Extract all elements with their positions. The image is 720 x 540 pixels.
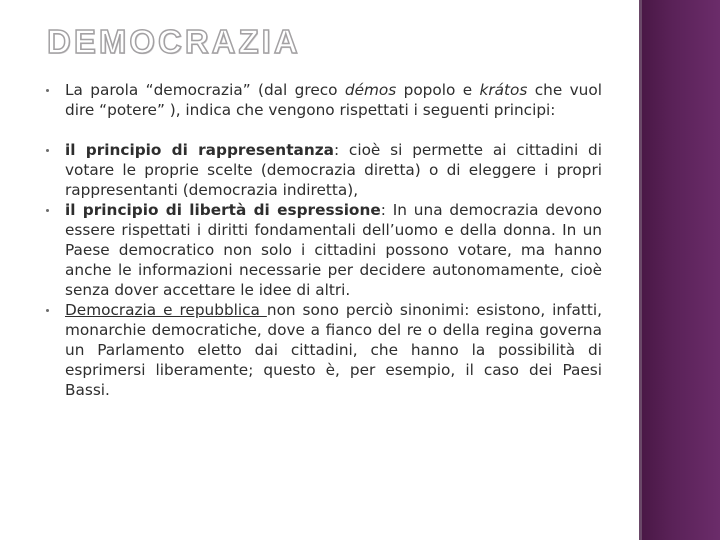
bullet-dot-icon [46,209,49,212]
rappresentanza-heading: il principio di rappresentanza [65,141,334,159]
intro-term-demos: démos [344,81,397,99]
repubblica-text: non sono perciò sinonimi: esistono, infatti, monarchie democratiche, dove a fianco del re o della regina governa un Parlamento eletto dai cittadini, che hanno la possibilità di esprimersi liberamente; questo è, per esempio, il caso dei Paesi Bassi. [65,301,602,399]
liberta-heading: il principio di libertà di espressione [65,201,381,219]
bullet-dot-icon [46,309,49,312]
rappresentanza-text: : cioè si permette ai cittadini di votare le proprie scelte (democrazia diretta) o di eleggere i propri rappresentanti (democrazia indiretta), [65,141,602,199]
intro-text-1: La parola “democrazia” (dal greco [65,81,345,99]
bullet-liberta [46,200,602,300]
intro-text-2: popolo e [396,81,480,99]
slide-content [46,80,602,400]
bullet-dot-icon [46,89,49,92]
decorative-sidebar [642,0,720,540]
repubblica-heading: Democrazia e repubblica [65,301,267,319]
intro-term-kratos: krátos [479,81,528,99]
bullet-dot-icon [46,149,49,152]
bullet-intro [46,80,602,120]
slide-title: DEMOCRAZIA [47,23,301,60]
bullet-repubblica [46,300,602,400]
bullet-rappresentanza [46,140,602,200]
intro-text-3: che vuol dire “potere” ), indica che vengono rispettati i seguenti principi: [65,81,602,119]
liberta-text: : In una democrazia devono essere rispettati i diritti fondamentali dell’uomo e della donna. In un Paese democratico non solo i cittadini possono votare, ma hanno anche le informazioni necessarie per decidere autonomamente, cioè senza dover accettare le idee di altri. [65,201,602,299]
